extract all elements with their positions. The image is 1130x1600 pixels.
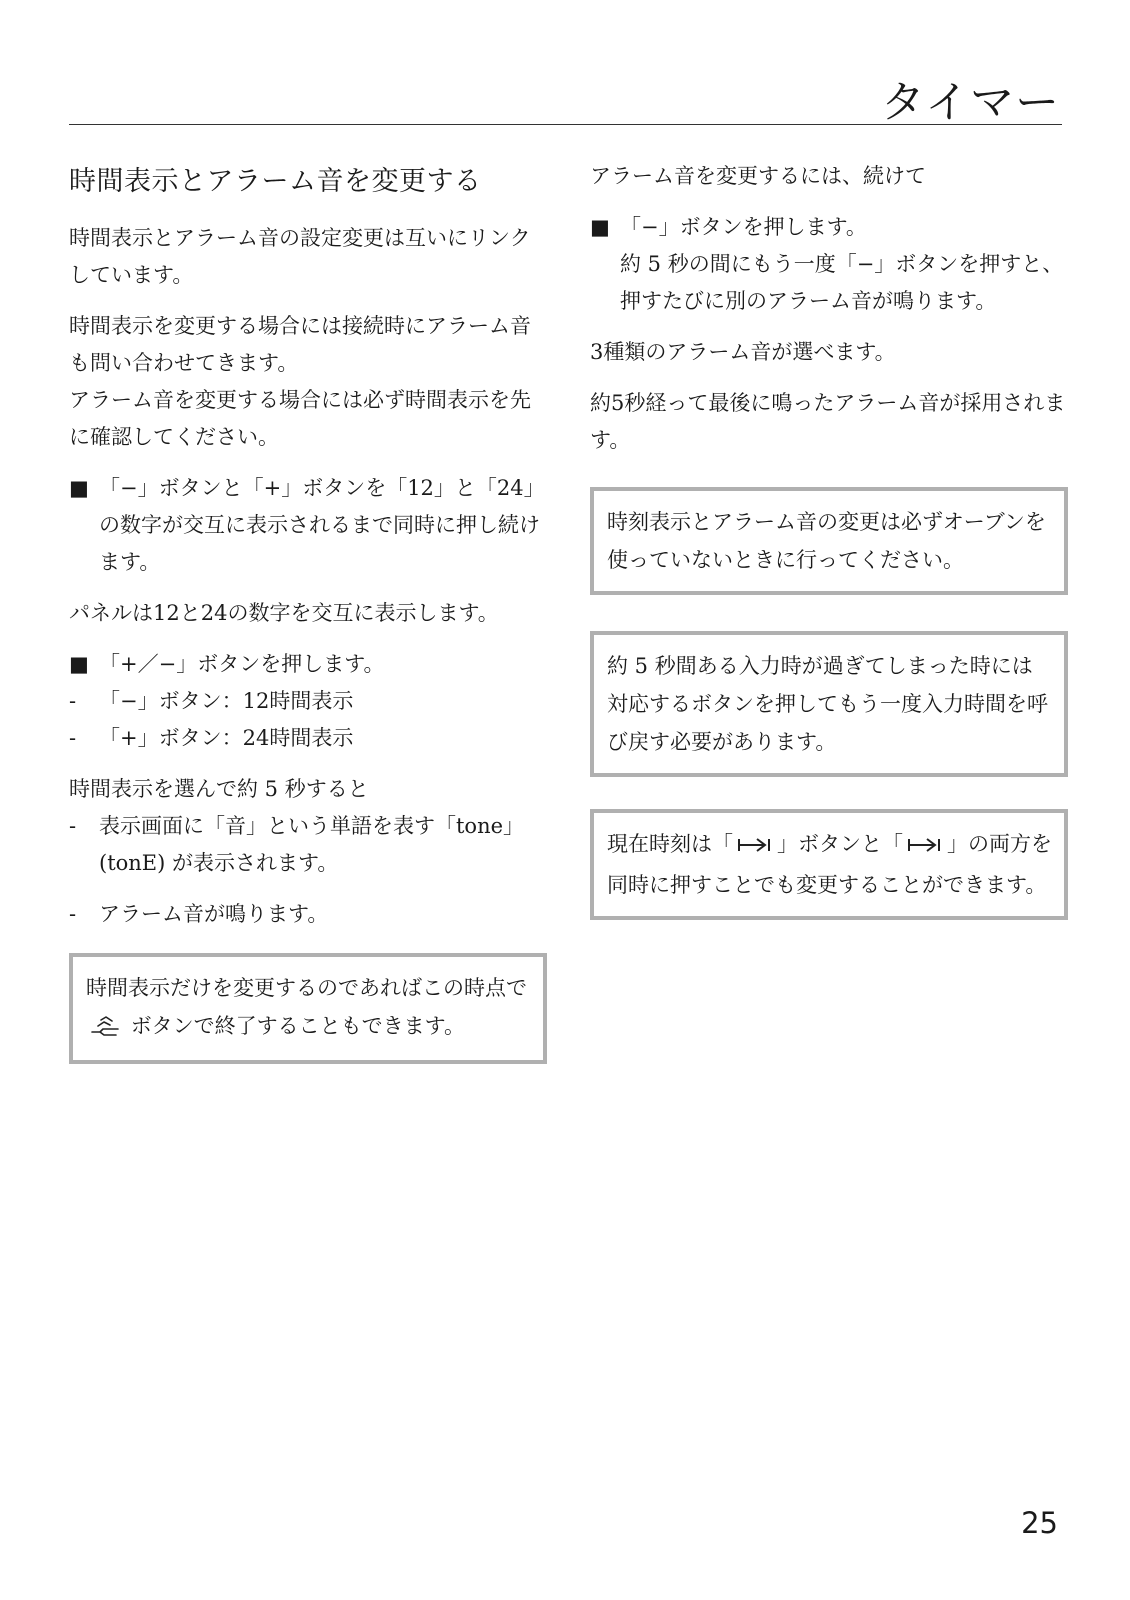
- paragraph-three-tones: 3種類のアラーム音が選べます。: [590, 340, 896, 364]
- note-text-after: ボタンで終了することもできます。: [130, 1014, 466, 1038]
- arrow-to-bar-icon: [737, 828, 773, 866]
- instruction-step-3-text: 「−」ボタンを押します。: [620, 215, 867, 239]
- paragraph-tone-adopted: 約5秒経って最後に鳴ったアラーム音が採用されます。: [590, 391, 1066, 452]
- instruction-step-3: [590, 209, 1068, 246]
- page-number: 25: [1021, 1506, 1058, 1540]
- arrow-to-bar-icon: [907, 828, 943, 866]
- note-box-time-only: [69, 953, 547, 1064]
- dash-marker: -: [69, 902, 77, 926]
- dash-marker: -: [69, 689, 77, 713]
- list-item-text: 「−」ボタン：12時間表示: [99, 689, 354, 713]
- paragraph-alarm-change: アラーム音を変更する場合には必ず時間表示を先に確認してください。: [69, 388, 531, 449]
- list-item: [69, 808, 547, 882]
- dash-marker: -: [69, 726, 77, 750]
- bullet-marker: ■: [69, 476, 89, 500]
- instruction-step-1: [69, 470, 547, 581]
- instruction-step-2-text: 「+／−」ボタンを押します。: [99, 652, 385, 676]
- list-item: [69, 896, 547, 933]
- instruction-step-2: [69, 646, 547, 683]
- bullet-marker: ■: [69, 652, 89, 676]
- section-heading: 時間表示とアラーム音を変更する: [69, 166, 482, 197]
- right-column: [590, 158, 1068, 920]
- note-box-oven-off: 時刻表示とアラーム音の変更は必ずオーブンを使っていないときに行ってください。: [590, 487, 1068, 595]
- note-text-part1: 現在時刻は「: [607, 832, 733, 856]
- list-item: [69, 683, 547, 720]
- page-title: タイマー: [880, 77, 1060, 128]
- paragraph-after-5-sec: 時間表示を選んで約 5 秒すると: [69, 777, 369, 801]
- list-item-text: 表示画面に「音」という単語を表す「tone」(tonE) が表示されます。: [99, 814, 525, 875]
- note-box-current-time: [590, 809, 1068, 920]
- instruction-step-1-text: 「−」ボタンと「+」ボタンを「12」と「24」の数字が交互に表示されるまで同時に押し続けます。: [99, 476, 545, 574]
- instruction-step-3-detail: 約 5 秒の間にもう一度「−」ボタンを押すと、押すたびに別のアラーム音が鳴ります。: [620, 252, 1064, 313]
- paragraph-link: 時間表示とアラーム音の設定変更は互いにリンクしています。: [69, 226, 531, 287]
- paragraph-alarm-continue: アラーム音を変更するには、続けて: [590, 164, 926, 188]
- list-item: [69, 720, 547, 757]
- note-box-timeout: 約 5 秒間ある入力時が過ぎてしまった時には対応するボタンを押してもう一度入力時間を呼び戻す必要があります。: [590, 631, 1068, 777]
- dash-marker: -: [69, 814, 77, 838]
- note-text-before: 時間表示だけを変更するのであればこの時点で: [86, 976, 527, 1000]
- hand-icon: [90, 1010, 120, 1048]
- list-item-text: アラーム音が鳴ります。: [99, 902, 329, 926]
- list-item-text: 「+」ボタン：24時間表示: [99, 726, 354, 750]
- left-column: [69, 160, 547, 1064]
- paragraph-time-change: 時間表示を変更する場合には接続時にアラーム音も問い合わせてきます。: [69, 314, 531, 375]
- paragraph-panel: パネルは12と24の数字を交互に表示します。: [69, 601, 499, 625]
- header-divider: [69, 124, 1062, 125]
- note-text-part3: 」の両方を同時に押すことでも変更することができます。: [607, 832, 1052, 897]
- note-text-part2: 」ボタンと「: [777, 832, 903, 856]
- bullet-marker: ■: [590, 215, 610, 239]
